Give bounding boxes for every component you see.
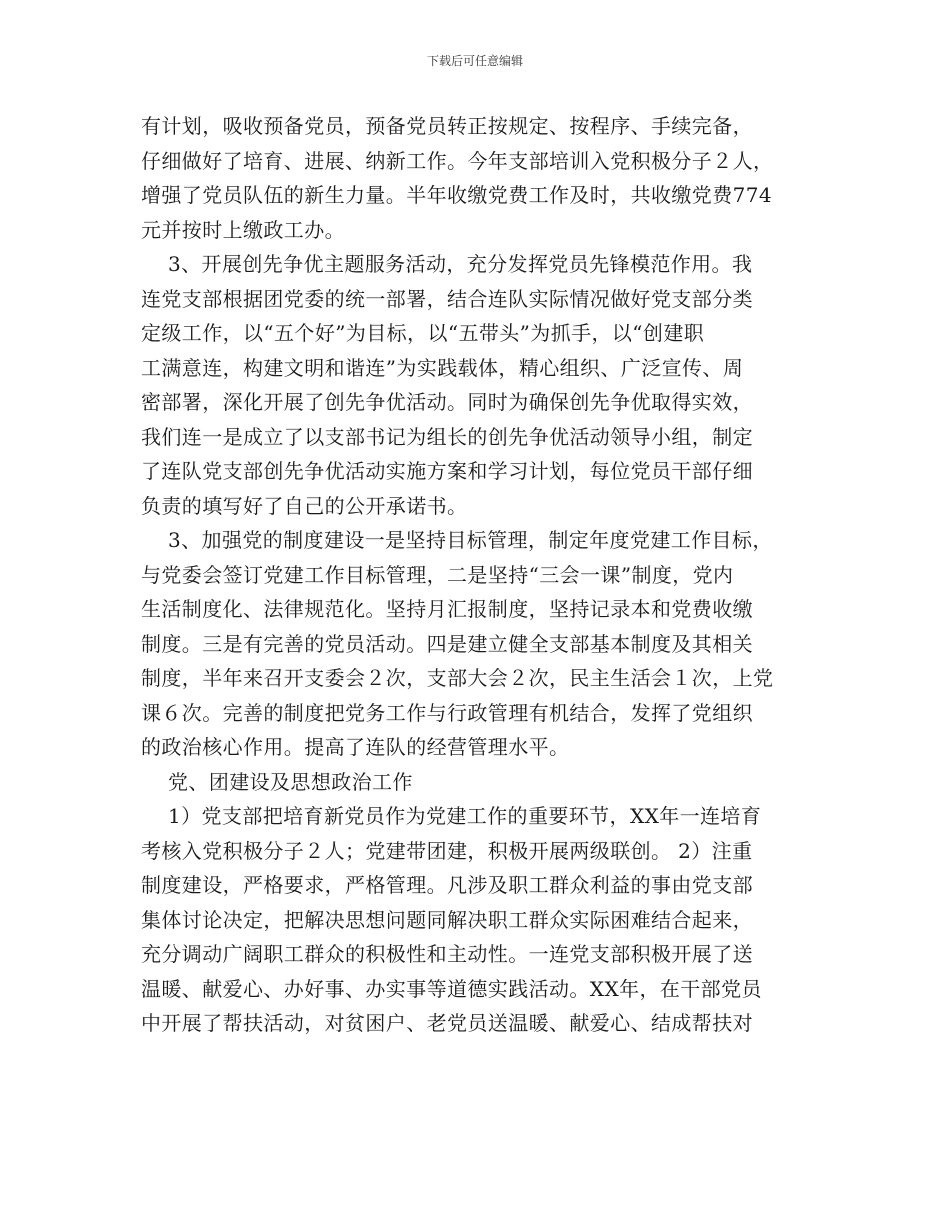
text-line: 集体讨论决定，把解决思想问题同解决职工群众实际困难结合起来， [141,907,753,932]
text-line: 考核入党积极分子２人；党建带团建，积极开展两级联创。 2）注重 [141,838,753,863]
page-header-note: 下载后可任意编辑 [426,54,523,68]
text-line: 课６次。完善的制度把党务工作与行政管理有机结合，发挥了党组织 [141,700,753,725]
text-line: 中开展了帮扶活动，对贫困户、老党员送温暖、献爱心、结成帮扶对 [141,1011,753,1035]
text-line: 温暖、献爱心、办好事、办实事等道德实践活动。XX年，在干部党员 [141,976,762,1001]
text-line: 我们连一是成立了以支部书记为组长的创先争优活动领导小组，制定 [141,424,753,449]
text-line: 连党支部根据团党委的统一部署，结合连队实际情况做好党支部分类 [141,286,753,311]
text-line: 制度，半年来召开支委会２次，支部大会２次，民主生活会１次，上党 [141,666,774,690]
text-line: 负责的填写好了自己的公开承诺书。 [141,493,468,518]
text-line: 元并按时上缴政工办。 [141,217,345,242]
text-line: 仔细做好了培育、进展、纳新工作。今年支部培训入党积极分子２人， [141,148,774,173]
text-line: 增强了党员队伍的新生力量。半年收缴党费工作及时，共收缴党费774 [141,183,772,207]
text-line: 有计划，吸收预备党员，预备党员转正按规定、按程序、手续完备， [141,114,753,138]
text-line: 1）党支部把培育新党员作为党建工作的重要环节，XX年一连培育 [141,804,762,828]
text-line: 的政治核心作用。提高了连队的经营管理水平。 [141,735,570,759]
text-line: 3、加强党的制度建设一是坚持目标管理，制定年度党建工作目标， [141,528,773,552]
text-line: 密部署，深化开展了创先争优活动。同时为确保创先争优取得实效， [141,390,753,414]
section-heading: 党、团建设及思想政治工作 [141,769,413,794]
text-line: 3、开展创先争优主题服务活动，充分发挥党员先锋模范作用。我 [141,252,753,276]
text-line: 工满意连，构建文明和谐连”为实践载体，精心组织、广泛宣传、周 [141,355,744,380]
text-line: 与党委会签订党建工作目标管理，二是坚持“三会一课”制度，党内 [141,562,734,587]
text-line: 制度建设，严格要求，严格管理。凡涉及职工群众利益的事由党支部 [141,873,753,897]
text-line: 定级工作，以“五个好”为目标，以“五带头”为抓手，以“创建职 [141,321,705,345]
text-line: 制度。三是有完善的党员活动。四是建立健全支部基本制度及其相关 [141,631,753,656]
text-line: 充分调动广阔职工群众的积极性和主动性。一连党支部积极开展了送 [141,942,753,966]
text-line: 生活制度化、法律规范化。坚持月汇报制度，坚持记录本和党费收缴 [141,597,753,621]
document-body [141,109,831,1041]
text-line: 了连队党支部创先争优活动实施方案和学习计划，每位党员干部仔细 [141,459,753,483]
